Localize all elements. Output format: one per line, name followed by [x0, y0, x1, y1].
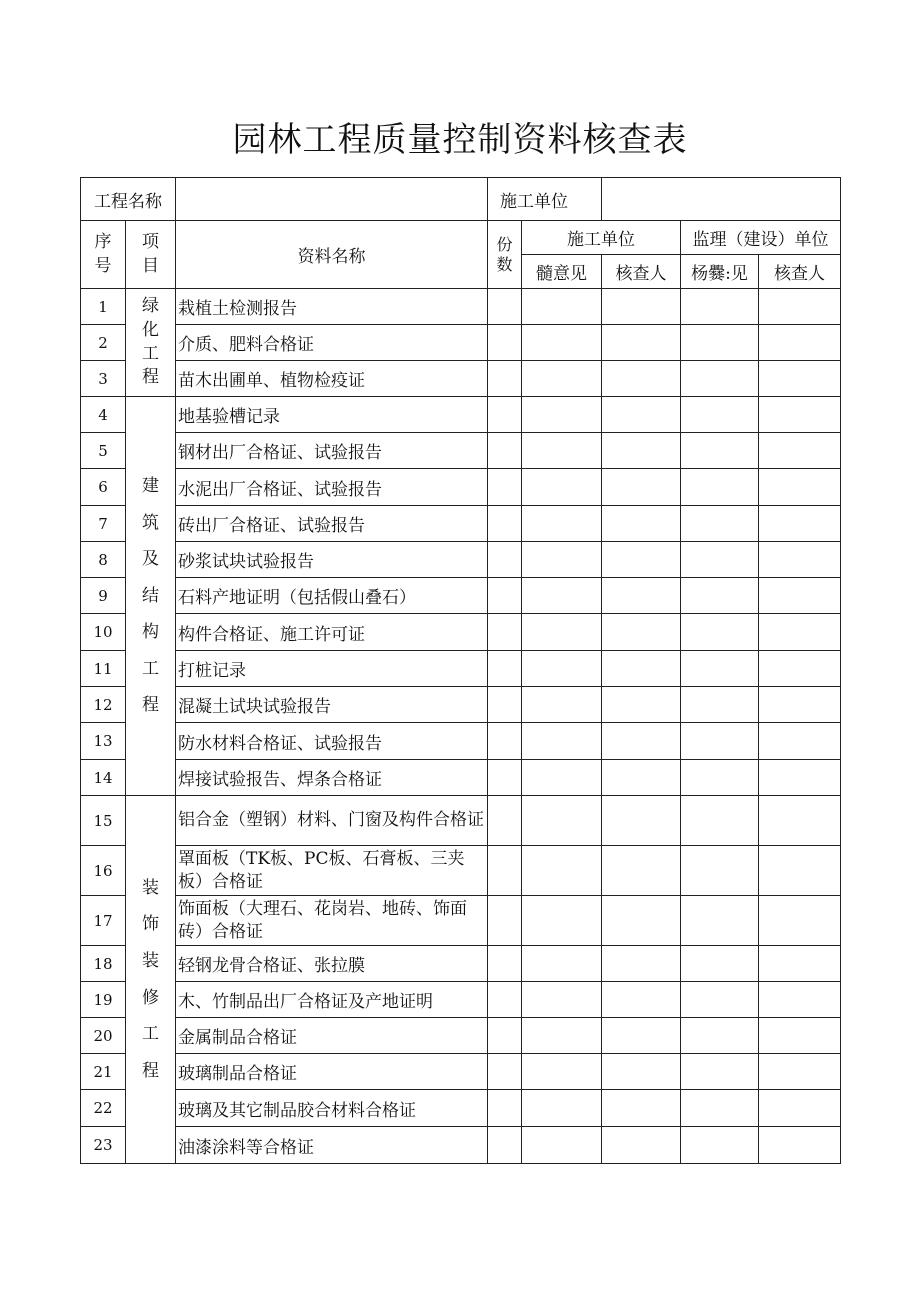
copies-cell[interactable] — [488, 687, 522, 723]
supervisor-checker-cell[interactable] — [759, 614, 841, 651]
contractor-opinion-cell[interactable] — [522, 433, 602, 469]
contractor-checker-cell[interactable] — [602, 687, 681, 723]
supervisor-opinion-cell[interactable] — [681, 687, 759, 723]
row-number: 18 — [81, 946, 126, 982]
copies-cell[interactable] — [488, 614, 522, 651]
row-number: 15 — [81, 796, 126, 846]
copies-cell[interactable] — [488, 397, 522, 433]
supervisor-opinion-cell[interactable] — [681, 361, 759, 397]
row-number: 14 — [81, 760, 126, 796]
supervisor-opinion-cell[interactable] — [681, 614, 759, 651]
supervisor-opinion-cell[interactable] — [681, 982, 759, 1018]
row-number: 21 — [81, 1054, 126, 1090]
table-row — [81, 946, 841, 982]
supervisor-checker-cell[interactable] — [759, 578, 841, 614]
contractor-checker-header: 核查人 — [602, 255, 681, 289]
supervisor-checker-cell[interactable] — [759, 1054, 841, 1090]
page-title: 园林工程质量控制资料核查表 — [232, 120, 688, 160]
supervisor-opinion-cell[interactable] — [681, 469, 759, 506]
seq-header: 序 号 — [94, 231, 112, 276]
table-row — [81, 325, 841, 361]
contractor-checker-cell[interactable] — [602, 760, 681, 796]
table-row — [81, 542, 841, 578]
row-number: 12 — [81, 687, 126, 723]
document-name: 砖出厂合格证、试验报告 — [176, 506, 488, 542]
contractor-checker-cell[interactable] — [602, 469, 681, 506]
supervisor-opinion-cell[interactable] — [681, 542, 759, 578]
item-header: 项 目 — [142, 231, 159, 276]
copies-cell[interactable] — [488, 1090, 522, 1127]
supervisor-opinion-cell[interactable] — [681, 723, 759, 760]
document-name: 玻璃制品合格证 — [176, 1054, 488, 1090]
contractor-checker-cell[interactable] — [602, 846, 681, 896]
supervisor-checker-cell[interactable] — [759, 687, 841, 723]
row-number: 1 — [81, 289, 126, 325]
supervisor-opinion-cell[interactable] — [681, 1090, 759, 1127]
document-name: 地基验槽记录 — [176, 397, 488, 433]
table-row — [81, 1018, 841, 1054]
row-number: 17 — [81, 896, 126, 946]
row-number: 20 — [81, 1018, 126, 1054]
copies-cell[interactable] — [488, 651, 522, 687]
copies-cell[interactable] — [488, 469, 522, 506]
row-number: 16 — [81, 846, 126, 896]
document-name: 玻璃及其它制品胶合材料合格证 — [176, 1090, 488, 1127]
row-number: 13 — [81, 723, 126, 760]
section-label: 建 筑 及 结 构 工 程 — [142, 476, 159, 716]
supervisor-opinion-header: 杨爨:见 — [681, 255, 759, 289]
copies-cell[interactable] — [488, 1054, 522, 1090]
contractor-checker-cell[interactable] — [602, 946, 681, 982]
copies-cell[interactable] — [488, 723, 522, 760]
document-name: 油漆涂料等合格证 — [176, 1127, 488, 1164]
copies-cell[interactable] — [488, 1018, 522, 1054]
document-name: 木、竹制品出厂合格证及产地证明 — [176, 982, 488, 1018]
supervisor-checker-header: 核查人 — [759, 255, 841, 289]
supervisor-checker-cell[interactable] — [759, 289, 841, 325]
table-row — [81, 760, 841, 796]
contractor-group-header: 施工单位 — [522, 221, 681, 255]
copies-cell[interactable] — [488, 361, 522, 397]
contractor-opinion-cell[interactable] — [522, 723, 602, 760]
supervisor-checker-cell[interactable] — [759, 651, 841, 687]
supervisor-opinion-cell[interactable] — [681, 289, 759, 325]
contractor-opinion-cell[interactable] — [522, 469, 602, 506]
document-name: 罩面板（TK板、PC板、石膏板、三夹板）合格证 — [176, 846, 488, 896]
table-row — [81, 433, 841, 469]
construction-unit-field[interactable] — [602, 178, 841, 221]
supervisor-opinion-cell[interactable] — [681, 946, 759, 982]
copies-cell[interactable] — [488, 542, 522, 578]
contractor-checker-cell[interactable] — [602, 578, 681, 614]
table-row — [81, 1090, 841, 1127]
doc-name-header: 资料名称 — [176, 221, 488, 289]
supervisor-checker-cell[interactable] — [759, 846, 841, 896]
supervisor-checker-cell[interactable] — [759, 361, 841, 397]
document-name: 轻钢龙骨合格证、张拉膜 — [176, 946, 488, 982]
contractor-opinion-cell[interactable] — [522, 325, 602, 361]
copies-cell[interactable] — [488, 289, 522, 325]
contractor-checker-cell[interactable] — [602, 325, 681, 361]
supervisor-checker-cell[interactable] — [759, 982, 841, 1018]
document-name: 钢材出厂合格证、试验报告 — [176, 433, 488, 469]
supervisor-opinion-cell[interactable] — [681, 506, 759, 542]
contractor-opinion-cell[interactable] — [522, 651, 602, 687]
contractor-opinion-cell[interactable] — [522, 1127, 602, 1164]
table-row — [81, 846, 841, 896]
table-row — [81, 289, 841, 325]
supervisor-checker-cell[interactable] — [759, 506, 841, 542]
contractor-opinion-cell[interactable] — [522, 506, 602, 542]
contractor-checker-cell[interactable] — [602, 651, 681, 687]
supervisor-checker-cell[interactable] — [759, 1127, 841, 1164]
contractor-checker-cell[interactable] — [602, 289, 681, 325]
supervisor-checker-cell[interactable] — [759, 946, 841, 982]
table-row — [81, 982, 841, 1018]
supervisor-checker-cell[interactable] — [759, 542, 841, 578]
document-name: 栽植土检测报告 — [176, 289, 488, 325]
contractor-checker-cell[interactable] — [602, 982, 681, 1018]
contractor-checker-cell[interactable] — [602, 1127, 681, 1164]
table-row — [81, 896, 841, 946]
supervisor-opinion-cell[interactable] — [681, 433, 759, 469]
table-row — [81, 469, 841, 506]
copies-cell[interactable] — [488, 896, 522, 946]
document-name: 介质、肥料合格证 — [176, 325, 488, 361]
contractor-opinion-cell[interactable] — [522, 946, 602, 982]
contractor-checker-cell[interactable] — [602, 506, 681, 542]
construction-unit-label: 施工单位 — [488, 178, 602, 221]
supervisor-checker-cell[interactable] — [759, 325, 841, 361]
supervisor-opinion-cell[interactable] — [681, 846, 759, 896]
contractor-checker-cell[interactable] — [602, 1018, 681, 1054]
contractor-checker-cell[interactable] — [602, 1054, 681, 1090]
copies-cell[interactable] — [488, 760, 522, 796]
row-number: 10 — [81, 614, 126, 651]
copies-cell[interactable] — [488, 325, 522, 361]
supervisor-opinion-cell[interactable] — [681, 1018, 759, 1054]
section-label: 装 饰 装 修 工 程 — [142, 877, 159, 1081]
supervisor-opinion-cell[interactable] — [681, 578, 759, 614]
document-name: 构件合格证、施工许可证 — [176, 614, 488, 651]
document-name: 焊接试验报告、焊条合格证 — [176, 760, 488, 796]
document-name: 防水材料合格证、试验报告 — [176, 723, 488, 760]
copies-cell[interactable] — [488, 506, 522, 542]
contractor-opinion-cell[interactable] — [522, 982, 602, 1018]
copies-cell[interactable] — [488, 846, 522, 896]
row-number: 5 — [81, 433, 126, 469]
row-number: 23 — [81, 1127, 126, 1164]
contractor-opinion-cell[interactable] — [522, 614, 602, 651]
row-number: 2 — [81, 325, 126, 361]
supervisor-opinion-cell[interactable] — [681, 651, 759, 687]
contractor-opinion-cell[interactable] — [522, 846, 602, 896]
contractor-checker-cell[interactable] — [602, 796, 681, 846]
supervisor-opinion-cell[interactable] — [681, 896, 759, 946]
row-number: 3 — [81, 361, 126, 397]
copies-cell[interactable] — [488, 946, 522, 982]
document-name: 水泥出厂合格证、试验报告 — [176, 469, 488, 506]
row-number: 22 — [81, 1090, 126, 1127]
contractor-checker-cell[interactable] — [602, 397, 681, 433]
document-name: 铝合金（塑钢）材料、门窗及构件合格证 — [176, 796, 488, 846]
contractor-checker-cell[interactable] — [602, 433, 681, 469]
row-number: 6 — [81, 469, 126, 506]
document-name: 打桩记录 — [176, 651, 488, 687]
document-name: 金属制品合格证 — [176, 1018, 488, 1054]
table-row — [81, 361, 841, 397]
copies-header: 份 数 — [496, 235, 513, 274]
contractor-opinion-cell[interactable] — [522, 361, 602, 397]
supervisor-checker-cell[interactable] — [759, 397, 841, 433]
supervisor-opinion-cell[interactable] — [681, 397, 759, 433]
copies-cell[interactable] — [488, 796, 522, 846]
contractor-opinion-cell[interactable] — [522, 760, 602, 796]
contractor-opinion-cell[interactable] — [522, 1018, 602, 1054]
table-row — [81, 397, 841, 433]
supervisor-checker-cell[interactable] — [759, 723, 841, 760]
contractor-opinion-cell[interactable] — [522, 578, 602, 614]
row-number: 9 — [81, 578, 126, 614]
table-row — [81, 578, 841, 614]
contractor-opinion-cell[interactable] — [522, 796, 602, 846]
row-number: 11 — [81, 651, 126, 687]
table-row — [81, 796, 841, 846]
contractor-opinion-header: 髓意见 — [522, 255, 602, 289]
contractor-checker-cell[interactable] — [602, 723, 681, 760]
supervisor-group-header: 监理（建设）单位 — [681, 221, 841, 255]
contractor-checker-cell[interactable] — [602, 896, 681, 946]
copies-cell[interactable] — [488, 982, 522, 1018]
supervisor-opinion-cell[interactable] — [681, 1054, 759, 1090]
column-header-row-1 — [81, 221, 841, 255]
contractor-opinion-cell[interactable] — [522, 542, 602, 578]
row-number: 8 — [81, 542, 126, 578]
contractor-checker-cell[interactable] — [602, 542, 681, 578]
contractor-opinion-cell[interactable] — [522, 397, 602, 433]
supervisor-opinion-cell[interactable] — [681, 325, 759, 361]
contractor-checker-cell[interactable] — [602, 361, 681, 397]
supervisor-checker-cell[interactable] — [759, 469, 841, 506]
table-row — [81, 651, 841, 687]
copies-cell[interactable] — [488, 1127, 522, 1164]
document-name: 石料产地证明（包括假山叠石） — [176, 578, 488, 614]
supervisor-checker-cell[interactable] — [759, 896, 841, 946]
supervisor-checker-cell[interactable] — [759, 1090, 841, 1127]
supervisor-checker-cell[interactable] — [759, 1018, 841, 1054]
supervisor-opinion-cell[interactable] — [681, 796, 759, 846]
copies-cell[interactable] — [488, 578, 522, 614]
checklist-table — [80, 177, 841, 1164]
contractor-opinion-cell[interactable] — [522, 687, 602, 723]
contractor-checker-cell[interactable] — [602, 614, 681, 651]
table-row — [81, 1054, 841, 1090]
table-row — [81, 1127, 841, 1164]
contractor-opinion-cell[interactable] — [522, 896, 602, 946]
document-name: 混凝土试块试验报告 — [176, 687, 488, 723]
section-label: 绿 化 工 程 — [142, 295, 159, 388]
row-number: 19 — [81, 982, 126, 1018]
document-name: 饰面板（大理石、花岗岩、地砖、饰面砖）合格证 — [176, 896, 488, 946]
project-info-row — [81, 178, 841, 221]
document-name: 砂浆试块试验报告 — [176, 542, 488, 578]
project-name-label: 工程名称 — [81, 178, 176, 221]
contractor-opinion-cell[interactable] — [522, 1054, 602, 1090]
table-row — [81, 687, 841, 723]
contractor-checker-cell[interactable] — [602, 1090, 681, 1127]
supervisor-checker-cell[interactable] — [759, 433, 841, 469]
supervisor-opinion-cell[interactable] — [681, 760, 759, 796]
document-name: 苗木出圃单、植物检疫证 — [176, 361, 488, 397]
table-row — [81, 506, 841, 542]
row-number: 7 — [81, 506, 126, 542]
copies-cell[interactable] — [488, 433, 522, 469]
project-name-field[interactable] — [176, 178, 488, 221]
contractor-opinion-cell[interactable] — [522, 289, 602, 325]
contractor-opinion-cell[interactable] — [522, 1090, 602, 1127]
supervisor-checker-cell[interactable] — [759, 760, 841, 796]
row-number: 4 — [81, 397, 126, 433]
supervisor-checker-cell[interactable] — [759, 796, 841, 846]
table-row — [81, 723, 841, 760]
table-row — [81, 614, 841, 651]
supervisor-opinion-cell[interactable] — [681, 1127, 759, 1164]
